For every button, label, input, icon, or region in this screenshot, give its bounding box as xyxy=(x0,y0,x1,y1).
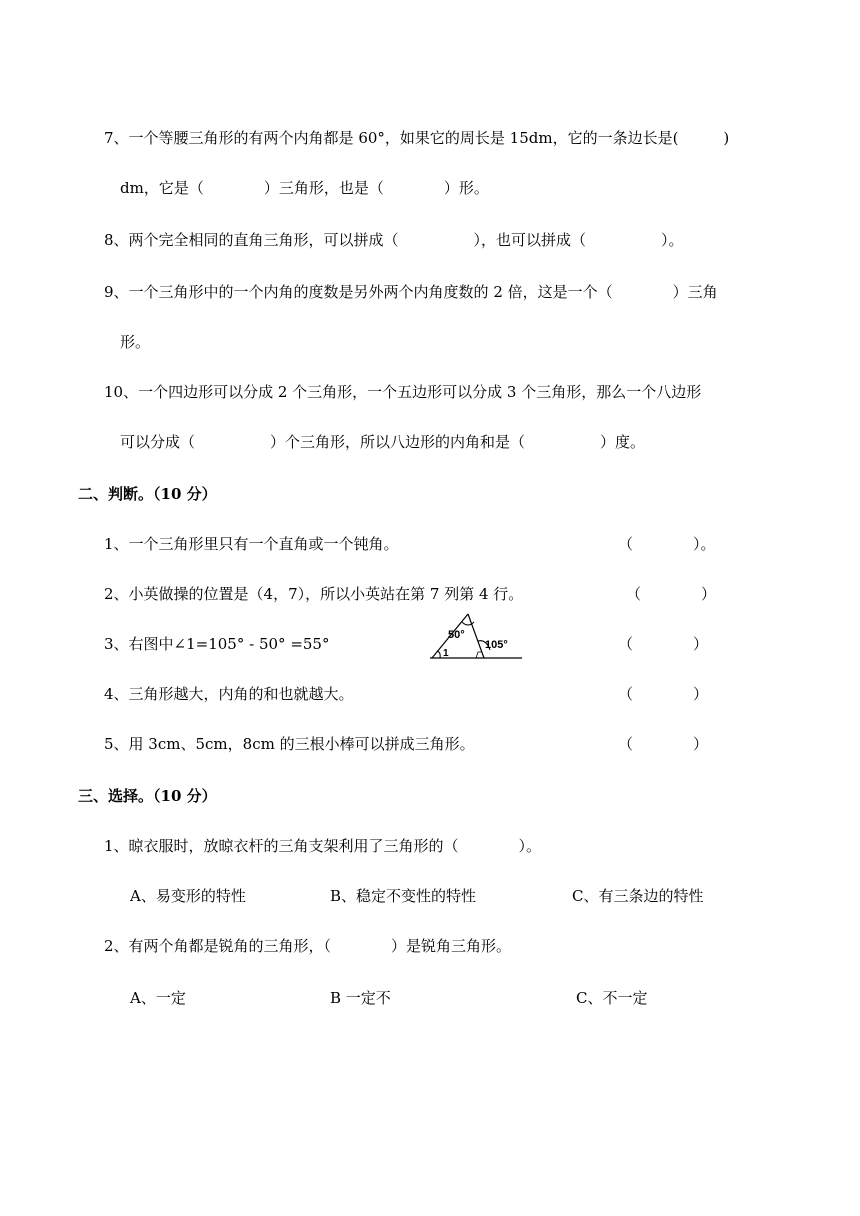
q7-line1: 7、一个等腰三角形的有两个内角都是 60°，如果它的周长是 15dm，它的一条边长是( ) xyxy=(104,129,730,147)
judge-heading: 二、判断。（10 分） xyxy=(78,485,217,503)
judge-item-2-answer[interactable]: （ ） xyxy=(626,585,717,603)
judge-item-3-answer[interactable]: （ ） xyxy=(618,635,709,653)
choice-heading: 三、选择。（10 分） xyxy=(78,787,217,805)
judge-item-3-text: 3、右图中∠1=105° - 50° =55° xyxy=(104,635,330,653)
q9-line2: 形。 xyxy=(120,333,151,351)
angle-1-label: 1 xyxy=(443,648,449,659)
choice-q1-option-a[interactable]: A、易变形的特性 xyxy=(130,887,246,905)
q10-line2: 可以分成（ ）个三角形，所以八边形的内角和是（ ）度。 xyxy=(120,433,646,451)
choice-q1-stem: 1、晾衣服时，放晾衣杆的三角支架利用了三角形的（ ）。 xyxy=(104,837,542,855)
choice-q2-option-c[interactable]: C、不一定 xyxy=(576,989,648,1007)
choice-q1-option-b[interactable]: B、稳定不变性的特性 xyxy=(330,887,477,905)
choice-q2-option-a[interactable]: A、一定 xyxy=(130,989,186,1007)
judge-item-4-text: 4、三角形越大，内角的和也就越大。 xyxy=(104,685,354,703)
q10-line1: 10、一个四边形可以分成 2 个三角形，一个五边形可以分成 3 个三角形，那么一个八边形 xyxy=(104,383,702,401)
judge-item-5-answer[interactable]: （ ） xyxy=(618,735,709,753)
judge-item-1-text: 1、一个三角形里只有一个直角或一个钝角。 xyxy=(104,535,399,553)
judge-item-2-text: 2、小英做操的位置是（4，7），所以小英站在第 7 列第 4 行。 xyxy=(104,585,524,603)
angle-top-label: 50° xyxy=(448,629,465,641)
judge-item-4-answer[interactable]: （ ） xyxy=(618,685,709,703)
q9-line1: 9、一个三角形中的一个内角的度数是另外两个内角度数的 2 倍，这是一个（ ）三角 xyxy=(104,283,718,301)
judge-item-5-text: 5、用 3cm、5cm，8cm 的三根小棒可以拼成三角形。 xyxy=(104,735,475,753)
q8-line: 8、两个完全相同的直角三角形，可以拼成（ ），也可以拼成（ ）。 xyxy=(104,231,684,249)
angle-exterior-label: 105° xyxy=(485,639,508,651)
choice-q2-option-b[interactable]: B 一定不 xyxy=(330,989,391,1007)
triangle-figure xyxy=(428,610,524,662)
choice-q1-option-c[interactable]: C、有三条边的特性 xyxy=(572,887,704,905)
q7-line2: dm，它是（ ）三角形，也是（ ）形。 xyxy=(120,179,489,197)
judge-item-1-answer[interactable]: （ ）。 xyxy=(618,535,716,553)
choice-q2-stem: 2、有两个角都是锐角的三角形，（ ）是锐角三角形。 xyxy=(104,937,512,955)
